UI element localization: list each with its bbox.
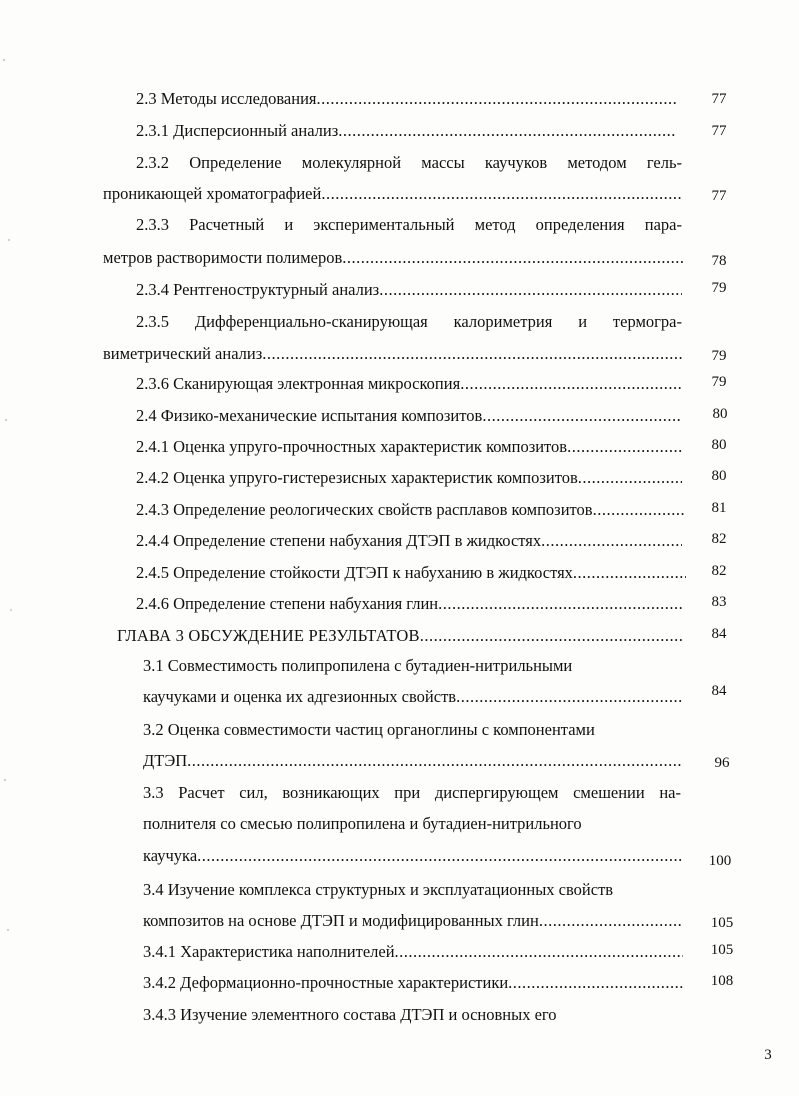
dot-leader: [573, 563, 686, 583]
toc-entry-text: 3.4.2 Деформационно-прочностные характеристики: [143, 973, 509, 992]
toc-entry-2-4: [136, 406, 682, 426]
toc-page-number: 82: [711, 531, 727, 547]
toc-page-number: 79: [711, 348, 727, 364]
toc-entry-3-4-1: [143, 942, 683, 962]
toc-entry-3-1: [143, 687, 683, 707]
toc-entry-2-4-3: [136, 500, 686, 520]
toc-page-number: 105: [710, 942, 734, 958]
dot-leader: [321, 184, 683, 204]
dot-leader: [539, 911, 683, 931]
toc-entry-text: 2.4 Физико-механические испытания композитов: [136, 406, 483, 425]
toc-entry-2-4-1: [136, 437, 682, 457]
toc-entry-2-3-5: [103, 344, 683, 364]
toc-entry-text: 2.4.6 Определение степени набухания глин: [136, 594, 439, 613]
scan-edge-noise: [0, 0, 22, 1096]
toc-chapter-title: ГЛАВА 3 ОБСУЖДЕНИЕ РЕЗУЛЬТАТОВ: [117, 626, 420, 645]
dot-leader: [438, 594, 682, 614]
toc-entry-2-3: [136, 89, 676, 109]
toc-page-number: 77: [711, 188, 727, 204]
dot-leader: [262, 344, 683, 364]
dot-leader: [456, 687, 683, 707]
toc-entry-2-3-2: [103, 184, 683, 204]
dot-leader: [578, 468, 682, 488]
dot-leader: [420, 626, 684, 646]
toc-page-number: 79: [711, 280, 727, 296]
toc-entry-2-3-6: [136, 374, 682, 394]
toc-entry-text: 2.4.4 Определение степени набухания ДТЭП в жидкостях: [136, 531, 542, 550]
toc-entry-2-3-3: [103, 248, 683, 268]
dot-leader: [317, 89, 676, 109]
toc-page-number: 80: [712, 406, 728, 422]
toc-entry-3-4-2: [143, 973, 683, 993]
toc-page-number: 100: [708, 853, 732, 869]
toc-entry-text: 2.4.3 Определение реологических свойств расплавов композитов: [136, 500, 593, 519]
toc-page-number: 81: [711, 500, 727, 516]
page-number: 3: [764, 1047, 772, 1063]
toc-page-number: 78: [711, 253, 727, 269]
toc-entry-3-2-line1: 3.2 Оценка совместимости частиц органоглины с компонентами: [143, 720, 595, 739]
toc-entry-3-1-line1: 3.1 Совместимость полипропилена с бутадиен-нитрильными: [143, 656, 573, 675]
toc-entry-3-2: [143, 751, 683, 771]
toc-entry-3-4-3: 3.4.3 Изучение элементного состава ДТЭП и основных его: [143, 1005, 557, 1024]
toc-page-number: 82: [711, 563, 727, 579]
toc-page-number: 96: [714, 755, 730, 771]
toc-entry-text: 2.4.1 Оценка упруго-прочностных характеристик композитов: [136, 437, 568, 456]
toc-entry-2-3-3-line1: 2.3.3 Расчетный и экспериментальный метод определения пара-: [136, 215, 682, 234]
toc-entry-3-3-line1: 3.3 Расчет сил, возникающих при диспергирующем смешении на-: [143, 783, 681, 802]
toc-entry-text: 2.4.2 Оценка упруго-гистерезисных характеристик композитов: [136, 468, 578, 487]
dot-leader: [567, 437, 682, 457]
toc-entry-2-4-4: [136, 531, 682, 551]
toc-page-number: 83: [711, 594, 727, 610]
toc-entry-2-4-5: [136, 563, 686, 583]
toc-entry-text: 2.4.5 Определение стойкости ДТЭП к набуханию в жидкостях: [136, 563, 573, 582]
toc-entry-text: проникающей хроматографией: [103, 184, 322, 203]
dot-leader: [593, 500, 686, 520]
toc-entry-text: 2.3.6 Сканирующая электронная микроскопия: [136, 374, 461, 393]
dot-leader: [482, 406, 682, 426]
dot-leader: [338, 121, 676, 141]
toc-entry-2-3-1: [136, 121, 676, 141]
toc-page-number: 80: [711, 468, 727, 484]
dot-leader: [541, 531, 682, 551]
toc-page-number: 77: [711, 91, 727, 107]
toc-entry-2-3-4: [136, 280, 682, 300]
toc-page-number: 79: [711, 374, 727, 390]
toc-entry-text: 3.4.1 Характеристика наполнителей: [143, 942, 395, 961]
toc-chapter-3: [117, 626, 684, 646]
dot-leader: [460, 374, 682, 394]
toc-entry-text: 2.3 Методы исследования: [136, 89, 317, 108]
toc-entry-2-4-2: [136, 468, 682, 488]
toc-entry-2-3-2-line1: 2.3.2 Определение молекулярной массы каучуков методом гель-: [136, 153, 682, 172]
toc-entry-text: каучука: [143, 846, 198, 865]
dot-leader: [395, 942, 683, 962]
toc-entry-3-4: [143, 911, 683, 931]
dot-leader: [197, 846, 683, 866]
toc-entry-text: метров растворимости полимеров: [103, 248, 343, 267]
toc-entry-2-3-5-line1: 2.3.5 Дифференциально-сканирующая калориметрия и термогра-: [136, 312, 682, 331]
toc-page-number: 80: [711, 437, 727, 453]
toc-entry-text: каучуками и оценка их адгезионных свойств: [143, 687, 457, 706]
dot-leader: [342, 248, 683, 268]
toc-entry-text: виметрический анализ: [103, 344, 263, 363]
dot-leader: [508, 973, 683, 993]
toc-entry-3-3: [143, 846, 683, 866]
toc-page-number: 108: [710, 973, 734, 989]
toc-entry-text: ДТЭП: [143, 751, 188, 770]
toc-page-number: 105: [710, 915, 734, 931]
toc-entry-3-3-line2: полнителя со смесью полипропилена и бутадиен-нитрильного: [143, 814, 582, 833]
toc-entry-text: 2.3.1 Дисперсионный анализ: [136, 121, 339, 140]
toc-page-number: 84: [711, 626, 727, 642]
toc-entry-2-4-6: [136, 594, 682, 614]
toc-page-number: 77: [711, 123, 727, 139]
toc-page-number: 84: [711, 683, 727, 699]
toc-entry-3-4-line1: 3.4 Изучение комплекса структурных и эксплуатационных свойств: [143, 880, 614, 899]
toc-entry-text: композитов на основе ДТЭП и модифицированных глин: [143, 911, 539, 930]
dot-leader: [379, 280, 682, 300]
toc-entry-text: 2.3.4 Рентгеноструктурный анализ: [136, 280, 380, 299]
dot-leader: [187, 751, 683, 771]
